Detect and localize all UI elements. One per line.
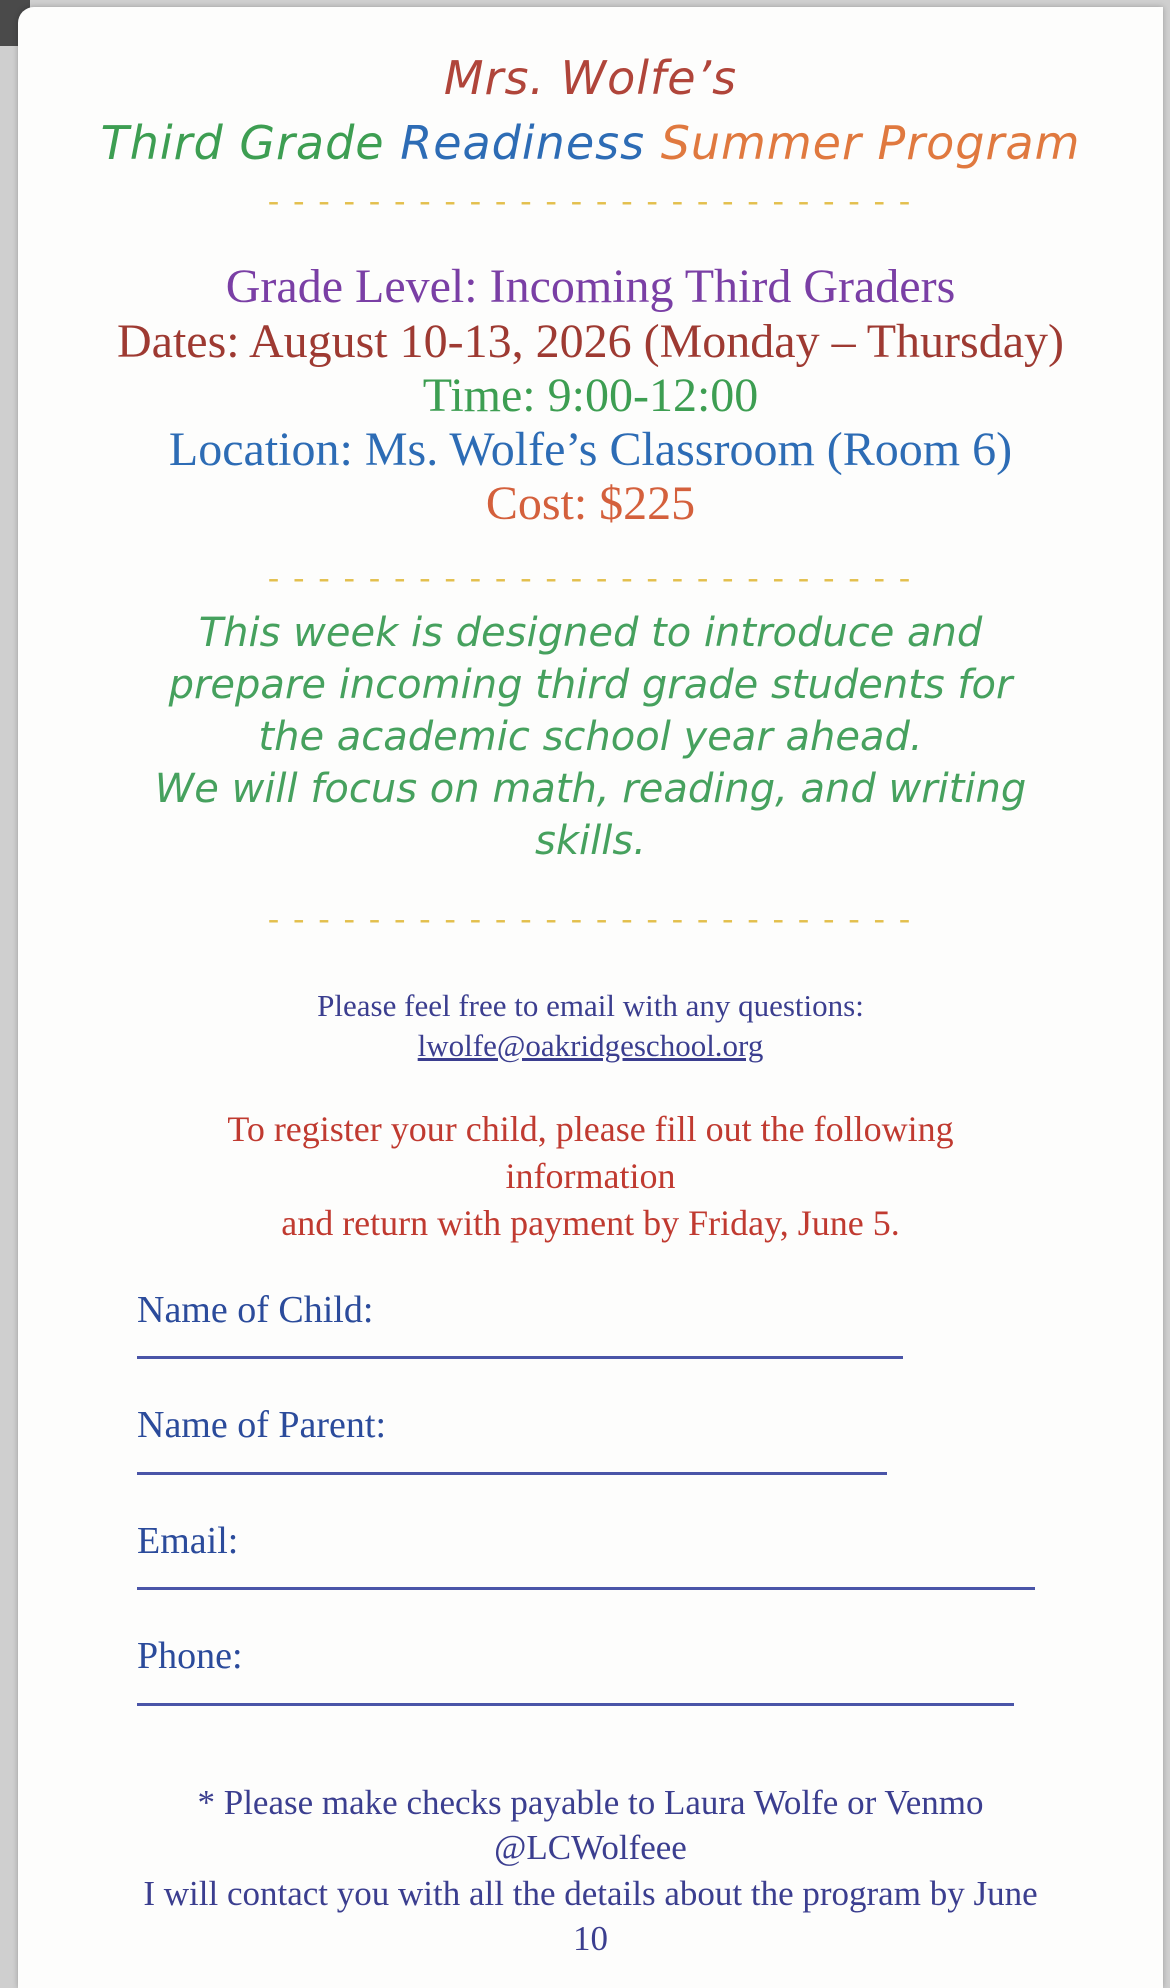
field-blank-line-phone [137,1703,1014,1706]
dashed-divider: - - - - - - - - - - - - - - - - - - - - - - - - - - [268,561,913,595]
form-field-name-of-parent [137,1402,1123,1475]
detail-time: Time: 9:00-12:00 [422,368,759,422]
title-part-summer-program: Summer Program [660,116,1081,171]
program-details [116,260,1066,531]
field-label-name-of-parent: Name of Parent: [137,1404,387,1447]
detail-grade-level: Grade Level: Incoming Third Graders [225,260,956,314]
detail-cost: Cost: $225 [485,477,696,531]
dashed-divider: - - - - - - - - - - - - - - - - - - - - - - - - - - [268,185,913,219]
footer-contact-note-line1: I will contact you with all the details about the program by June [143,1873,1038,1913]
detail-location: Location: Ms. Wolfe’s Classroom (Room 6) [168,423,1013,477]
flyer-page [18,7,1163,1988]
dashed-divider: - - - - - - - - - - - - - - - - - - - - - - - - - - [268,902,913,936]
title-part-readiness: Readiness [400,116,661,171]
contact-section [18,986,1163,1067]
field-blank-line-name-of-parent [137,1472,887,1475]
footer-contact-note-line2: 10 [573,1919,608,1959]
email-link[interactable]: lwolfe@oakridgeschool.org [417,1027,764,1063]
field-label-phone: Phone: [137,1635,243,1678]
registration-line-2: and return with payment by Friday, June 5. [281,1202,900,1243]
form-field-email [137,1518,1123,1591]
flyer-title-line2 [18,116,1163,171]
detail-dates: Dates: August 10-13, 2026 (Monday – Thursday) [116,314,1064,368]
program-description [146,607,1036,867]
contact-prompt: Please feel free to email with any questions: [317,987,864,1023]
contact-email-line [18,1026,1163,1066]
field-blank-line-name-of-child [137,1356,903,1359]
title-part-third-grade: Third Grade [100,116,401,171]
flyer-content [18,7,1163,1962]
registration-form [18,1287,1163,1706]
description-paragraph-1: This week is designed to introduce and prepare incoming third grade students for the academic school year ahead. [168,609,1013,760]
footer-payment-note-line1: * Please make checks payable to Laura Wolfe or Venmo [197,1782,984,1822]
registration-line-1: To register your child, please fill out the following information [227,1109,954,1196]
field-label-email: Email: [137,1519,239,1562]
description-paragraph-2: We will focus on math, reading, and writing skills. [154,765,1027,864]
form-field-phone [137,1633,1123,1706]
field-blank-line-email [137,1587,1035,1590]
flyer-title-line1: Mrs. Wolfe’s [443,51,738,105]
form-field-name-of-child [137,1287,1123,1360]
footer-notes [91,1780,1091,1962]
registration-instructions [141,1106,1041,1246]
footer-payment-note-line2: @LCWolfeee [494,1828,687,1868]
field-label-name-of-child: Name of Child: [137,1288,374,1331]
